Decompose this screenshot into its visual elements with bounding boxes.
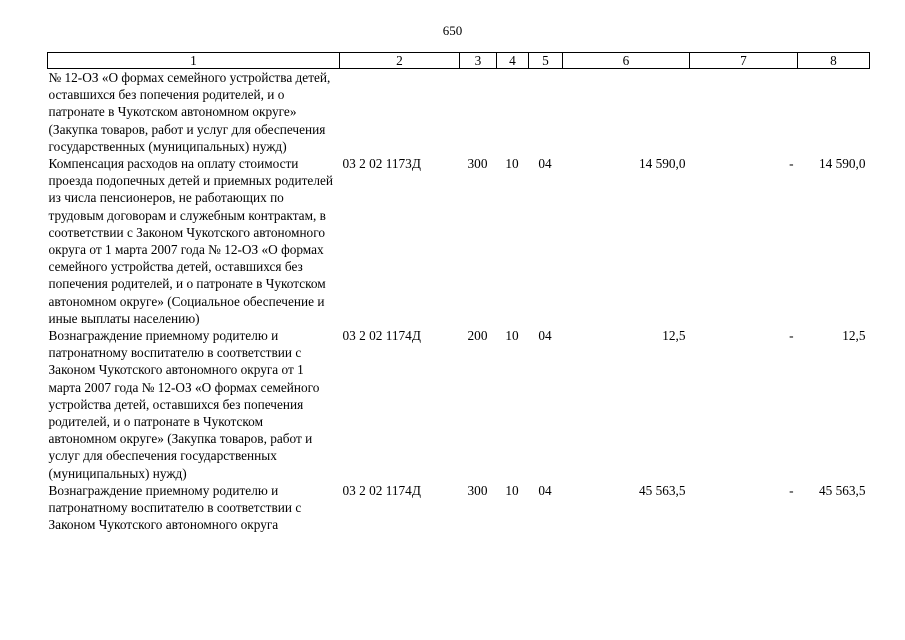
column-header: 1	[48, 53, 340, 69]
amount-column-8: 14 590,0	[818, 156, 866, 172]
amount-total	[563, 69, 690, 156]
column-header: 2	[340, 53, 460, 69]
amount-total: 12,5	[662, 328, 686, 344]
expense-type-code	[460, 69, 497, 156]
section-code	[497, 69, 529, 156]
expense-type-code: 300	[467, 482, 488, 498]
column-header: 4	[497, 53, 529, 69]
amount-total: 45 563,5	[638, 482, 686, 498]
table-row	[48, 327, 870, 482]
column-header: 5	[529, 53, 563, 69]
amount-total: 14 590,0	[638, 156, 686, 172]
amount-column-7	[690, 69, 798, 156]
column-header: 6	[563, 53, 690, 69]
section-code: 10	[505, 328, 519, 344]
table-row	[48, 482, 870, 534]
target-code: 03 2 02 1173Д	[342, 156, 421, 172]
table-body	[48, 69, 870, 534]
row-description: Вознаграждение приемному родителю и патронатному воспитателю в соответствии с Законом Чукотского автономного округа от 1 марта 2007 года № 12-ОЗ «О формах семейного устройства детей, оставшихся без попечения родителей, и о патронате в Чукотском автономном округе» (Закупка товаров, работ и услуг для обеспечения государственных (муниципальных) нужд)	[48, 328, 320, 481]
row-description: Вознаграждение приемному родителю и патронатному воспитателю в соответствии с Законом Чукотского автономного округа	[48, 482, 302, 533]
target-code	[340, 69, 460, 156]
section-code: 10	[505, 156, 519, 172]
expense-type-code: 300	[467, 156, 488, 172]
column-header: 3	[460, 53, 497, 69]
amount-column-7: -	[789, 328, 794, 344]
row-description: № 12-ОЗ «О формах семейного устройства детей, оставшихся без попечения родителей, и о патронате в Чукотском автономном округе» (Закупка товаров, работ и услуг для обеспечения государственных (муниципальных) нужд)	[48, 70, 331, 154]
subsection-code: 04	[538, 482, 552, 498]
target-code: 03 2 02 1174Д	[342, 482, 421, 498]
amount-column-7: -	[789, 156, 794, 172]
page-number: 650	[442, 23, 463, 38]
amount-column-8: 12,5	[842, 328, 866, 344]
column-header: 7	[690, 53, 798, 69]
amount-column-8	[798, 69, 870, 156]
table-header	[48, 53, 870, 69]
subsection-code: 04	[538, 156, 552, 172]
table-row	[48, 69, 870, 156]
amount-column-8: 45 563,5	[818, 482, 866, 498]
subsection-code	[529, 69, 563, 156]
target-code: 03 2 02 1174Д	[342, 328, 421, 344]
header-row	[48, 53, 870, 69]
column-header: 8	[798, 53, 870, 69]
subsection-code: 04	[538, 328, 552, 344]
amount-column-7: -	[789, 482, 794, 498]
budget-table	[47, 52, 870, 533]
expense-type-code: 200	[467, 328, 488, 344]
section-code: 10	[505, 482, 519, 498]
table-row	[48, 155, 870, 327]
row-description: Компенсация расходов на оплату стоимости проезда подопечных детей и приемных родителей из числа пенсионеров, не работающих по трудовым договорам и служебным контрактам, в соответствии с Законом Чукотского автономного округа от 1 марта 2007 года № 12-ОЗ «О формах семейного устройства детей, оставшихся без попечения родителей, и о патронате в Чукотском автономном округе» (Социальное обеспечение и иные выплаты населению)	[48, 156, 333, 326]
